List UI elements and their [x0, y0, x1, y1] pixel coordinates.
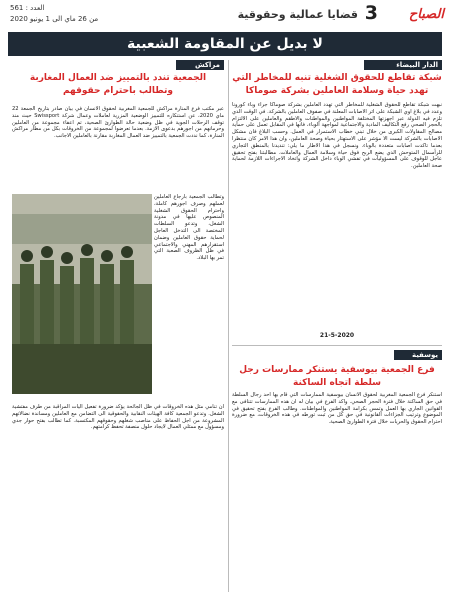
article-date: 21-5-2020 — [319, 332, 355, 339]
article-headline: فرع الجمعية بيوسفية يستنكر ممارسات رجل سلطة اتجاه الساكنة — [239, 365, 435, 388]
article-location-label: الدار البيضاء — [364, 60, 442, 70]
protest-photo-icon — [12, 194, 152, 394]
article-body: استنكر فرع الجمعية المغربية لحقوق الانسان بيوسفية الممارسات التي قام بها احد رجال السلطة في حق الساكنة خلال فترة الحجر الصحي. واكد الفرع في بيان له ان هذه الممارسات تتنافى مع القوانين الجاري بها العمل وتمس بكرامة المواطنين والمواطنات. وطالب الفرع بفتح تحقيق في الموضوع وترتيب الجزاءات القانونية في حق كل من ثبت تورطه في هذه الخروقات، مع ضرورة احترام الحقوق والحريات خلال فترة الطوارئ الصحية. — [232, 392, 442, 426]
page-number: 3 — [364, 2, 378, 24]
column-divider — [228, 60, 229, 592]
protest-photo — [12, 194, 152, 394]
page-banner: لا بديل عن المقاومة الشعبية — [8, 32, 442, 56]
article-location-label: يوسفية — [394, 350, 442, 360]
newspaper-logo: الصباح — [408, 7, 444, 22]
article-body: ان تنامي مثل هذه الخروقات في ظل الجائحة يؤكد ضرورة تفعيل آليات المراقبة من طرف مفتشية الشغل. وتدعو الجمعية كافة الهيئات النقابية والحقوقية الى التضامن مع العاملين ومساندة نضالاتهم المشروعة من اجل الحفاظ على مناصب شغلهم وحقوقهم المكتسبة. كما تطالب بفتح حوار جدي ومسؤول مع ممثلي العمال لايجاد حلول منصفة تحفظ كرامتهم. — [12, 404, 224, 431]
article-headline: شبكة تقاطع للحقوق الشغلية تنبه للمخاطر التي تهدد حياة وسلامة العاملين بشركة صوماكا — [232, 73, 442, 96]
section-divider — [232, 345, 442, 346]
issue-date: من 26 ماي الى 1 يونيو 2020 — [10, 15, 99, 23]
article-body: نبهت شبكة تقاطع للحقوق الشغلية للمخاطر التي تهدد العاملين بشركة صوماكا جراء وباء كورونا وعدد في بلاغ اوي الشبكة على اثر الاصابات المعلنة في صفوف العاملين بالشركة. في الوقت الذي تلزم فيه الدولة عبر اجهزتها المختلفة المواطنين والمواطنات والاطقم والعاملين على الالتزام بالحجر الصحي رفع التكاليف المادية والاجتماعية لمواجهة الوباء، فانها في المقابل تعمل على حماية مصالح المقاولات الكبرى من خلال تبني خطاب الاستمرار في العمل. وحسب البلاغ فان مشكل الاصابات بالشركة ليست الا مؤشر على الاستهتار بحياة وصحة العاملين، وان هذا الامر كان منتظرا بعدما تاكدت اصابات متعددة بالوباء. ونسجل في هذا الاطار ما يلي: تنديدنا بالمنطق التجاري للرأسمال المتوحش الذي يضع الربح فوق حياة وسلامة العمال والعاملات. مطالبتنا بفتح تحقيق عاجل للوقوف على المسؤوليات في تفشي الوباء داخل الشركة واتخاذ الاجراءات اللازمة لحماية صحة العاملين. — [232, 102, 442, 170]
issue-number: العدد : 561 — [10, 4, 45, 12]
article-headline: الجمعية تندد بالتمييز ضد العمال المغاربة وتطالب باحترام حقوقهم — [29, 73, 207, 96]
masthead — [0, 0, 450, 32]
article-body: عبر مكتب فرع المنارة مراكش للجمعية المغربية لحقوق الانسان في بيان صادر بتاريخ الجمعة 22 ماي 2020، عن استنكاره للتمييز الوضعية المزرية لعاملات وعمال شركة Swissport حيث منذ توقف الرحلات الجوية في ظل وضعية حالة الطوارئ الصحية، تم اعفاء مجموعة من العاملين وحرمانهم من اجورهم بدعوى الازمة. بعدما تعرضوا لمجموعة من الخروقات بكل من مطار مراكش المنارة، كما نددت الجمعية بالتمييز ضد العمال المغاربة مقارنة بالعاملين الاجانب. — [12, 106, 224, 140]
article-body: وتطالب الجمعية بارجاع العاملين لعملهم وصرف اجورهم كاملة، واحترام الحقوق الشغلية المنصوص عليها في مدونة الشغل، وتدعو السلطات المختصة الى التدخل العاجل لحماية حقوق العاملين وضمان استقرارهم المهني والاجتماعي في ظل الظروف الصعبة التي تمر بها البلاد. — [154, 194, 224, 262]
article-location-label: مراكش — [176, 60, 224, 70]
section-title: قضايا عمالية وحقوقية — [237, 8, 358, 21]
issue-info — [10, 3, 98, 25]
